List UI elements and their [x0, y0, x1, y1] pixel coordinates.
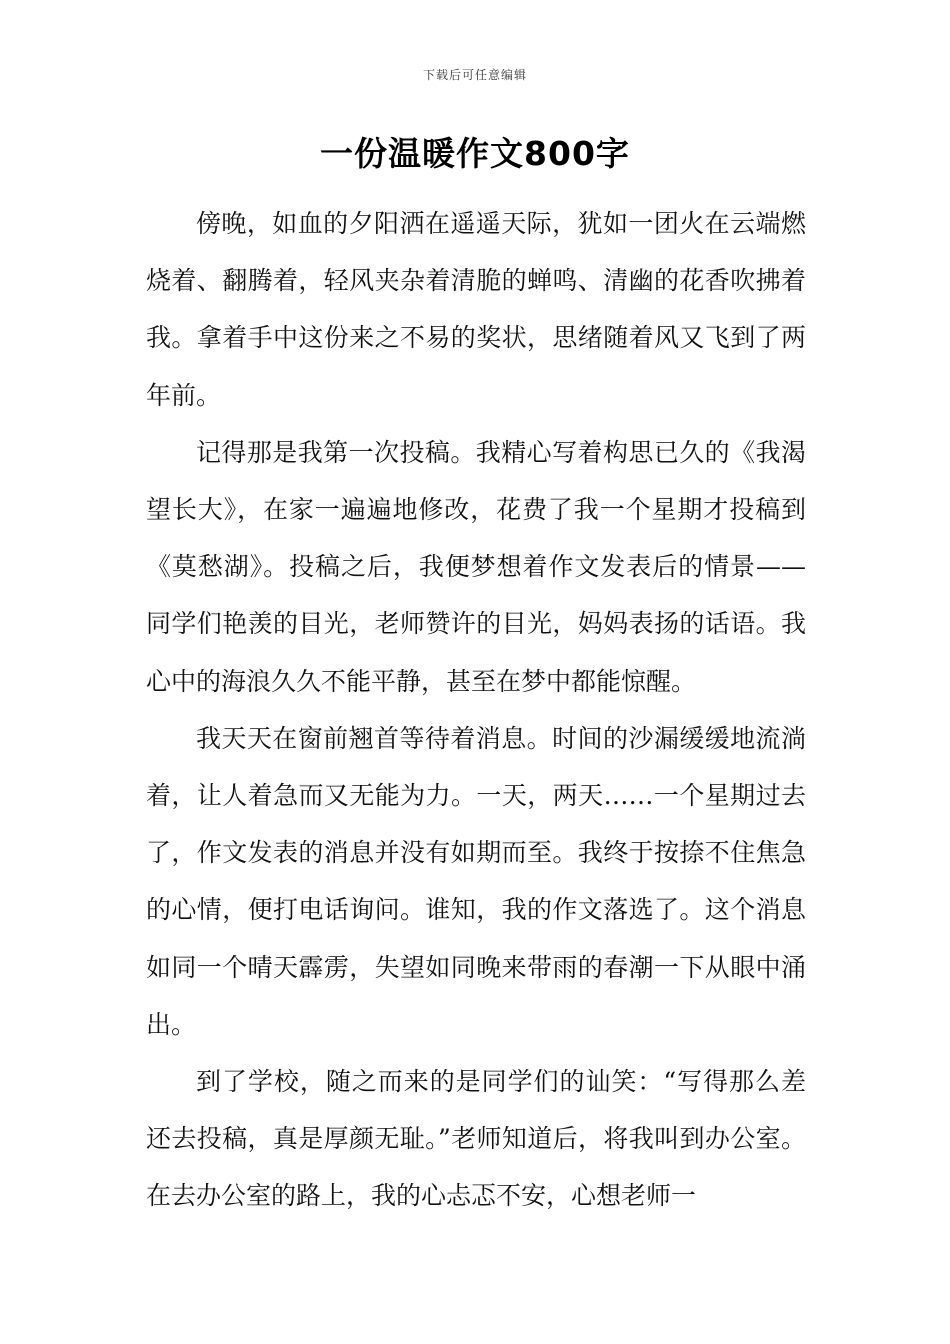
paragraph-4: 到了学校，随之而来的是同学们的讪笑：“写得那么差还去投稿，真是厚颜无耻。”老师知道后，将我叫到办公室。在去办公室的路上，我的心忐忑不安，心想老师一 — [146, 1067, 806, 1211]
paragraph-3: 我天天在窗前翘首等待着消息。时间的沙漏缓缓地流淌着，让人着急而又无能为力。一天，两天……一个星期过去了，作文发表的消息并没有如期而至。我终于按捺不住焦急的心情，便打电话询问。谁知，我的作文落选了。这个消息如同一个晴天霹雳，失望如同晚来带雨的春潮一下从眼中涌出。 — [146, 723, 806, 1039]
paragraph-2: 记得那是我第一次投稿。我精心写着构思已久的《我渴望长大》，在家一遍遍地修改，花费了我一个星期才投稿到《莫愁湖》。投稿之后，我便梦想着作文发表后的情景——同学们艳羡的目光，老师赞许的目光，妈妈表扬的话语。我心中的海浪久久不能平静，甚至在梦中都能惊醒。 — [146, 437, 806, 696]
header-note: 下载后可任意编辑 — [422, 68, 527, 82]
document-body — [146, 195, 806, 1225]
paragraph-1: 傍晚，如血的夕阳洒在遥遥天际，犹如一团火在云端燃烧着、翻腾着，轻风夹杂着清脆的蝉鸣、清幽的花香吹拂着我。拿着手中这份来之不易的奖状，思绪随着风又飞到了两年前。 — [146, 209, 806, 410]
document-title: 一份温暖作文800字 — [320, 134, 630, 173]
